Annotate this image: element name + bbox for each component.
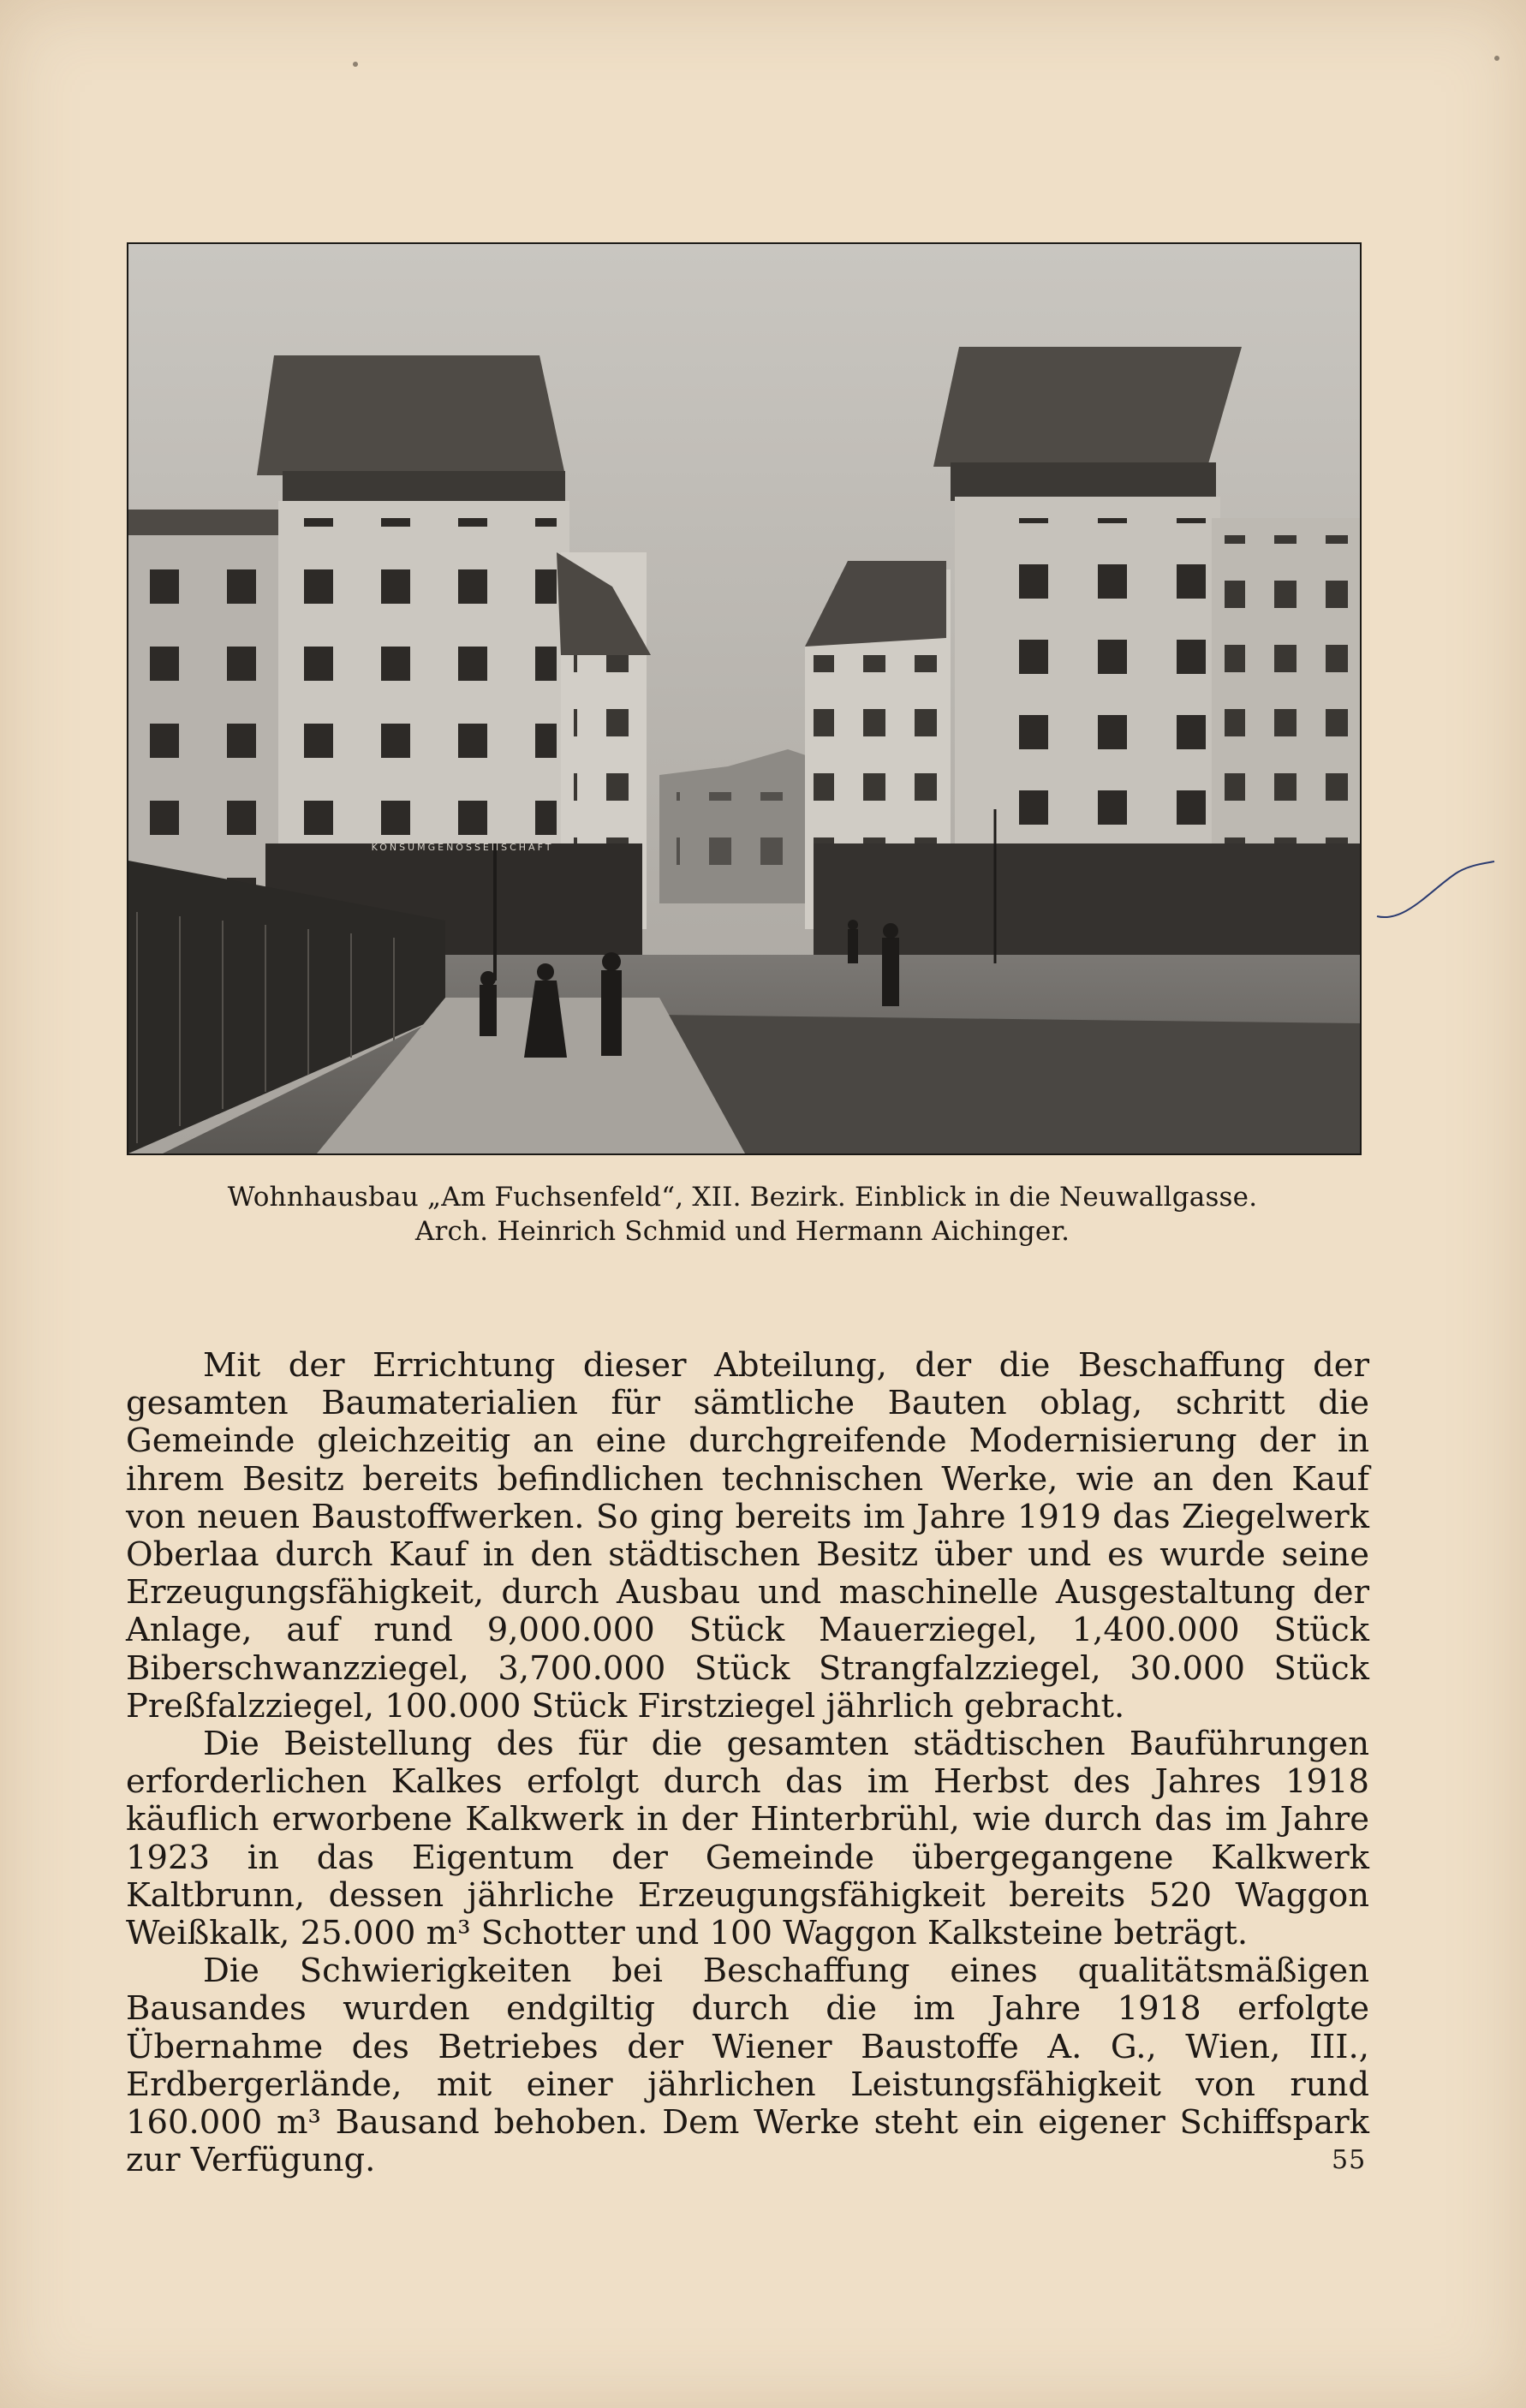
page-number: 55 (1332, 2145, 1367, 2175)
paper-speck (1494, 56, 1499, 61)
paper-speck (353, 62, 358, 67)
photo-caption (127, 1180, 1358, 1249)
paragraph: Die Schwierigkeiten bei Beschaffung eines qualitätsmäßigen Bausandes wurden endgiltig durch die im Jahre 1918 erfolgte Übernahme des Betriebes der Wiener Baustoffe A. G., Wien, III., Erdbergerlände, mit einer jährlichen Leistungsfähigkeit von rund 160.000 m³ Bausand behoben. Dem Werke steht ein eigener Schiffspark zur Verfügung. (126, 1952, 1369, 2180)
paragraph: Mit der Errichtung dieser Abteilung, der die Beschaffung der gesamten Baumaterialien für sämtliche Bauten oblag, schritt die Gemeinde gleichzeitig an eine durchgreifende Modernisierung der in ihrem Besitz bereits befindlichen technischen Werke, wie an den Kauf von neuen Baustoffwerken. So ging bereits im Jahre 1919 das Ziegelwerk Oberlaa durch Kauf in den städtischen Besitz über und es wurde seine Erzeugungsfähigkeit, durch Ausbau und maschinelle Ausgestaltung der Anlage, auf rund 9,000.000 Stück Mauerziegel, 1,400.000 Stück Biberschwanzziegel, 3,700.000 Stück Strangfalzziegel, 30.000 Stück Preßfalzziegel, 100.000 Stück Firstziegel jährlich gebracht. (126, 1346, 1369, 1726)
photograph (127, 242, 1362, 1155)
caption-line-1: Wohnhausbau „Am Fuchsenfeld“, XII. Bezirk. Einblick in die Neuwallgasse. (227, 1182, 1258, 1213)
body-text (126, 1347, 1369, 2179)
photo-apartment-buildings-icon (128, 244, 1360, 1153)
caption-line-2: Arch. Heinrich Schmid und Hermann Aichinger. (414, 1216, 1070, 1247)
paragraph: Die Beistellung des für die gesamten städtischen Bauführungen erforderlichen Kalkes erfolgt durch das im Herbst des Jahres 1918 käuflich erworbene Kalkwerk in der Hinterbrühl, wie durch das im Jahre 1923 in das Eigentum der Gemeinde übergegangene Kalkwerk Kaltbrunn, dessen jährliche Erzeugungsfähigkeit bereits 520 Waggon Weißkalk, 25.000 m³ Schotter und 100 Waggon Kalksteine beträgt. (126, 1725, 1369, 1953)
shop-sign: KONSUMGENOSSENSCHAFT (371, 842, 554, 853)
pen-mark-icon (1370, 856, 1499, 933)
